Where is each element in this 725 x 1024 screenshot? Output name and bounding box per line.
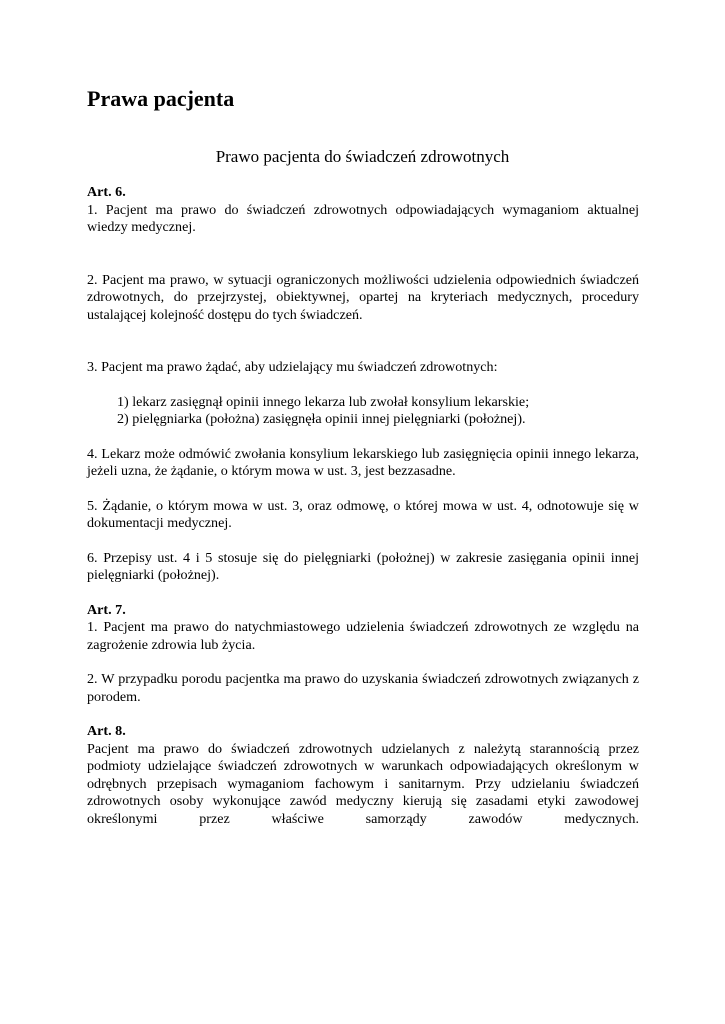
art6-list — [87, 394, 639, 429]
document-title: Prawa pacjenta — [87, 86, 235, 111]
art8-paragraph-1: Pacjent ma prawo do świadczeń zdrowotnych udzielanych z należytą starannością przez podmioty udzielające świadczeń zdrowotnych w warunkach odpowiadających określonym w odrębnych przepisach wymaganiom fachowym i sanitarnym. Przy udzielaniu świadczeń zdrowotnych osoby wykonujące zawód medyczny kierują się zasadami etyki zawodowej określonymi przez właściwe samorządy zawodów medycznych. — [87, 740, 639, 827]
art6-paragraph-4: 4. Lekarz może odmówić zwołania konsylium lekarskiego lub zasięgnięcia opinii innego lekarza, jeżeli uzna, że żądanie, o którym mowa w ust. 3, jest bezzasadne. — [87, 445, 639, 479]
section-subtitle: Prawo pacjenta do świadczeń zdrowotnych — [215, 147, 510, 166]
art7-paragraph-1: 1. Pacjent ma prawo do natychmiastowego udzielenia świadczeń zdrowotnych ze względu na zagrożenie zdrowia lub życia. — [87, 619, 639, 653]
art6-paragraph-5: 5. Żądanie, o którym mowa w ust. 3, oraz odmowę, o której mowa w ust. 4, odnotowuje się w dokumentacji medycznej. — [87, 497, 639, 531]
list-item: 2) pielęgniarka (położna) zasięgnęła opinii innej pielęgniarki (położnej). — [117, 411, 526, 427]
art6-paragraph-6: 6. Przepisy ust. 4 i 5 stosuje się do pielęgniarki (położnej) w zakresie zasięgania opinii innej pielęgniarki (położnej). — [87, 549, 639, 583]
list-item: 1) lekarz zasięgnął opinii innego lekarza lub zwołał konsylium lekarskie; — [117, 393, 530, 410]
art7-heading: Art. 7. — [87, 601, 126, 618]
document-body — [87, 184, 639, 828]
art8-heading: Art. 8. — [87, 723, 126, 739]
art6-paragraph-1: 1. Pacjent ma prawo do świadczeń zdrowotnych odpowiadających wymaganiom aktualnej wiedzy medycznej. — [87, 201, 639, 235]
art7-paragraph-2: 2. W przypadku porodu pacjentka ma prawo do uzyskania świadczeń zdrowotnych związanych z porodem. — [87, 671, 639, 705]
art6-paragraph-2: 2. Pacjent ma prawo, w sytuacji ograniczonych możliwości udzielenia odpowiednich świadczeń zdrowotnych, do przejrzystej, obiektywnej, opartej na kryteriach medycznych, procedury ustalającej kolejność dostępu do tych świadczeń. — [87, 271, 639, 323]
art6-heading: Art. 6. — [87, 184, 126, 200]
art6-paragraph-3: 3. Pacjent ma prawo żądać, aby udzielający mu świadczeń zdrowotnych: — [87, 359, 498, 375]
